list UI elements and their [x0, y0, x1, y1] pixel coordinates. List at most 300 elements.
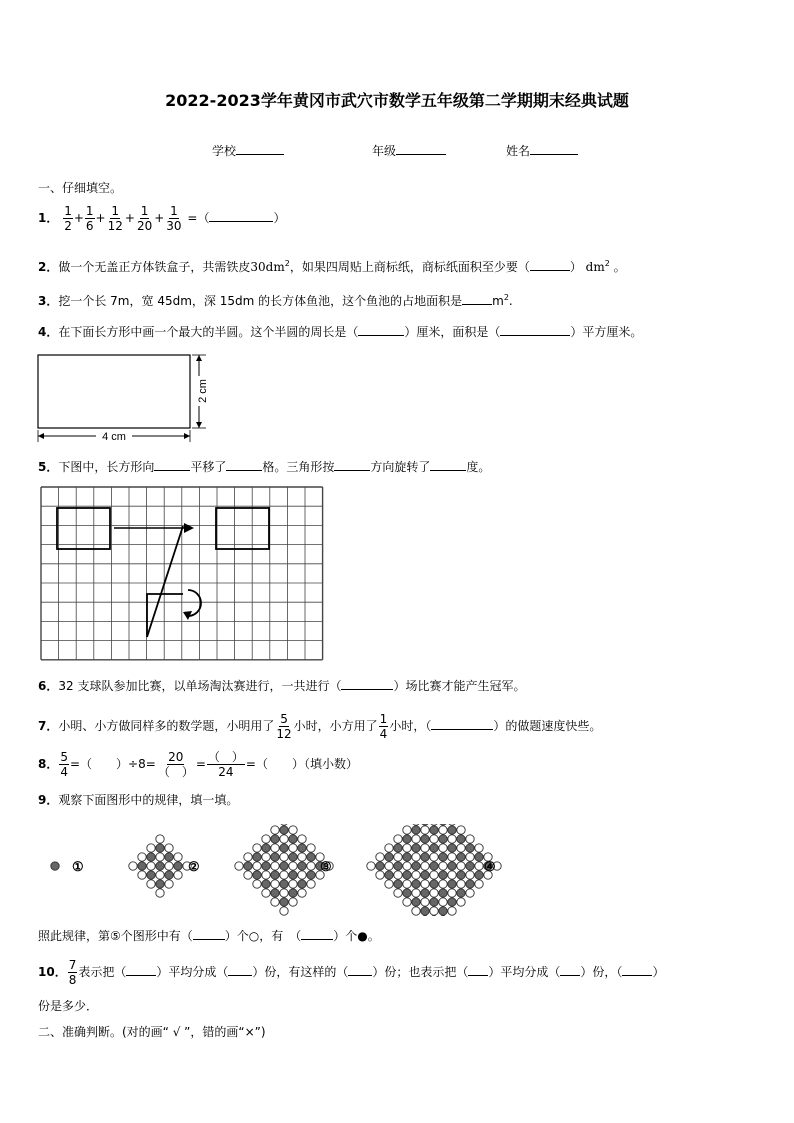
- hollow-dot: [138, 853, 146, 861]
- question-text: 度。: [466, 460, 491, 474]
- denominator: 6: [85, 219, 94, 233]
- arrow-down-icon: [196, 422, 202, 428]
- filled-dot: [439, 871, 447, 879]
- arrow-up-icon: [196, 355, 202, 361]
- hollow-dot: [412, 853, 420, 861]
- filled-dot: [421, 889, 429, 897]
- filled-dot: [457, 835, 465, 843]
- denominator: （ ）: [157, 765, 194, 779]
- grade-label: 年级: [372, 144, 397, 158]
- denominator: 4: [60, 765, 68, 779]
- hollow-dot: [298, 853, 306, 861]
- filled-dot: [385, 853, 393, 861]
- hollow-dot: [376, 871, 384, 879]
- filled-dot: [271, 889, 279, 897]
- question-1: [38, 204, 285, 233]
- hollow-dot: [271, 826, 279, 834]
- fraction: [165, 204, 182, 233]
- hollow-dot: [457, 880, 465, 888]
- hollow-dot: [412, 907, 420, 915]
- filled-dot: [412, 880, 420, 888]
- filled-dot: [421, 871, 429, 879]
- section-1-heading: 一、仔细填空。: [38, 181, 123, 195]
- filled-dot: [475, 871, 483, 879]
- filled-dot: [394, 880, 402, 888]
- hollow-dot: [421, 844, 429, 852]
- width-label: 4 cm: [102, 431, 126, 443]
- hollow-dot: [156, 871, 164, 879]
- question-6: [38, 677, 525, 694]
- figure-label-4: ④: [484, 859, 496, 874]
- hollow-dot: [385, 844, 393, 852]
- hollow-dot: [403, 826, 411, 834]
- name-label: 姓名: [506, 144, 531, 158]
- answer-blank[interactable]: [209, 209, 273, 222]
- filled-dot: [421, 853, 429, 861]
- grade-field: [372, 142, 446, 159]
- numerator: 1: [170, 204, 178, 218]
- filled-dot: [253, 871, 261, 879]
- filled-dot: [271, 871, 279, 879]
- question-text: ）: [569, 260, 582, 274]
- answer-blank[interactable]: [530, 258, 570, 271]
- hollow-dot: [156, 835, 164, 843]
- numerator: 1: [379, 712, 388, 726]
- filled-dot: [448, 826, 456, 834]
- filled-dot: [289, 871, 297, 879]
- triangle-hypotenuse: [147, 526, 183, 637]
- hollow-dot: [385, 862, 393, 870]
- question-text: ）平均分成（: [156, 965, 229, 979]
- numerator: 5: [60, 750, 68, 764]
- grade-blank[interactable]: [396, 142, 446, 155]
- fraction: [59, 750, 69, 779]
- hollow-dot: [421, 862, 429, 870]
- exponent: 2: [284, 259, 290, 268]
- filled-dot: [271, 835, 279, 843]
- answer-blank[interactable]: [348, 963, 372, 976]
- answer-blank[interactable]: [500, 323, 570, 336]
- hollow-dot: [147, 880, 155, 888]
- filled-dot: [439, 889, 447, 897]
- question-10: [38, 958, 664, 987]
- hollow-dot: [430, 853, 438, 861]
- hollow-dot: [271, 880, 279, 888]
- plus-sign: +: [95, 211, 106, 225]
- question-text: .: [508, 294, 513, 308]
- fraction: [157, 750, 195, 779]
- answer-blank[interactable]: [622, 963, 652, 976]
- answer-blank[interactable]: [154, 458, 190, 471]
- hollow-dot: [271, 862, 279, 870]
- question-text: ）的做题速度快些。: [493, 719, 602, 733]
- question-text: 小时，（: [389, 719, 432, 733]
- filled-dot: [174, 862, 182, 870]
- hollow-dot: [457, 826, 465, 834]
- hollow-dot: [307, 844, 315, 852]
- denominator: 20: [136, 219, 153, 233]
- filled-dot: [439, 853, 447, 861]
- hollow-dot: [439, 844, 447, 852]
- rectangle-figure: [34, 350, 214, 445]
- hollow-dot: [466, 871, 474, 879]
- question-text: ）个●。: [333, 929, 380, 943]
- filled-dot: [156, 862, 164, 870]
- denominator: 12: [276, 727, 292, 741]
- numerator: 1: [85, 204, 94, 218]
- denominator: 4: [379, 727, 388, 741]
- hollow-dot: [262, 889, 270, 897]
- hollow-dot: [475, 862, 483, 870]
- filled-dot: [448, 844, 456, 852]
- question-text: 做一个无盖正方体铁盒子，共需铁皮: [58, 260, 251, 274]
- area-value: 30dm: [250, 260, 285, 274]
- dot-pattern-figures: [38, 824, 518, 916]
- question-text: ）平方厘米。: [570, 325, 643, 339]
- arrow-right-icon: [184, 433, 190, 439]
- answer-blank[interactable]: [560, 963, 580, 976]
- filled-dot: [262, 862, 270, 870]
- filled-dot: [51, 862, 59, 870]
- question-text: 下图中，长方形向: [58, 460, 155, 474]
- hollow-dot: [165, 844, 173, 852]
- filled-dot: [466, 862, 474, 870]
- filled-dot: [298, 862, 306, 870]
- hollow-dot: [466, 835, 474, 843]
- hollow-dot: [394, 889, 402, 897]
- question-10-line-2: 份是多少．: [38, 999, 99, 1013]
- denominator: 24: [218, 765, 234, 779]
- question-text: ）: [652, 965, 665, 979]
- filled-dot: [307, 871, 315, 879]
- fraction: [379, 712, 389, 741]
- fraction: [107, 204, 124, 233]
- question-number: 5．: [38, 460, 59, 474]
- hollow-dot: [298, 871, 306, 879]
- name-blank[interactable]: [530, 142, 578, 155]
- hollow-dot: [439, 880, 447, 888]
- filled-dot: [448, 862, 456, 870]
- hollow-dot: [271, 844, 279, 852]
- answer-blank[interactable]: [126, 963, 156, 976]
- arrow-right-icon: [184, 523, 194, 533]
- transformation-grid: [38, 484, 328, 664]
- hollow-dot: [289, 844, 297, 852]
- question-9-follow-up: [38, 927, 380, 944]
- hollow-dot: [367, 862, 375, 870]
- question-text: ）个○，有 （: [224, 929, 302, 943]
- filled-dot: [412, 862, 420, 870]
- hollow-dot: [448, 889, 456, 897]
- hollow-dot: [262, 835, 270, 843]
- answer-blank[interactable]: [341, 677, 393, 690]
- hollow-dot: [439, 862, 447, 870]
- section-2-heading: 二、准确判断。(对的画“ √ ”，错的画“×”): [38, 1025, 266, 1039]
- triangle-legs: [147, 594, 183, 637]
- exponent: 2: [604, 259, 610, 268]
- hollow-dot: [430, 889, 438, 897]
- filled-dot: [412, 826, 420, 834]
- unit: dm: [585, 260, 605, 274]
- hollow-dot: [475, 880, 483, 888]
- dots-layer: [51, 824, 501, 916]
- hollow-dot: [262, 853, 270, 861]
- filled-dot: [298, 880, 306, 888]
- hollow-dot: [457, 844, 465, 852]
- question-number: 6．: [38, 679, 59, 693]
- name-field: [506, 142, 578, 159]
- hollow-dot: [253, 844, 261, 852]
- filled-dot: [412, 844, 420, 852]
- hollow-dot: [298, 835, 306, 843]
- question-text: ，如果四周贴上商标纸，商标纸面积至少要（: [289, 260, 530, 274]
- denominator: 2: [64, 219, 72, 233]
- hollow-dot: [448, 871, 456, 879]
- filled-dot: [280, 898, 288, 906]
- hollow-dot: [174, 871, 182, 879]
- hollow-dot: [394, 871, 402, 879]
- unit: m: [492, 294, 504, 308]
- numerator: 1: [64, 204, 72, 218]
- question-text: 。: [613, 260, 626, 274]
- denominator: 8: [68, 973, 77, 987]
- question-text: ）份；也表示把（: [372, 965, 469, 979]
- rectangle-translated: [216, 508, 269, 549]
- answer-blank[interactable]: [193, 927, 225, 940]
- question-4: [38, 323, 642, 340]
- numerator: 5: [280, 712, 288, 726]
- hollow-dot: [457, 898, 465, 906]
- question-5: [38, 458, 490, 475]
- figure-label-2: ②: [188, 859, 200, 874]
- question-text: 格。三角形按: [262, 460, 335, 474]
- filled-dot: [262, 880, 270, 888]
- answer-blank[interactable]: [226, 458, 262, 471]
- question-text: ）份，（: [580, 965, 623, 979]
- hollow-dot: [430, 871, 438, 879]
- numerator: （ ）: [207, 750, 244, 764]
- filled-dot: [394, 862, 402, 870]
- filled-dot: [439, 824, 447, 825]
- hollow-dot: [412, 835, 420, 843]
- hollow-dot: [165, 862, 173, 870]
- hollow-dot: [129, 862, 137, 870]
- filled-dot: [307, 853, 315, 861]
- hollow-dot: [244, 871, 252, 879]
- filled-dot: [430, 862, 438, 870]
- filled-dot: [253, 853, 261, 861]
- figure-label-1: ①: [72, 859, 84, 874]
- hollow-dot: [403, 862, 411, 870]
- filled-dot: [466, 880, 474, 888]
- filled-dot: [448, 880, 456, 888]
- question-number: 4．: [38, 325, 59, 339]
- hollow-dot: [244, 853, 252, 861]
- filled-dot: [262, 844, 270, 852]
- filled-dot: [403, 871, 411, 879]
- question-2: [38, 256, 626, 275]
- filled-dot: [280, 880, 288, 888]
- hollow-dot: [156, 889, 164, 897]
- hollow-dot: [421, 826, 429, 834]
- numerator: 7: [68, 958, 77, 972]
- numerator: 1: [140, 204, 149, 218]
- plus-sign: +: [124, 211, 135, 225]
- question-text: 32 支球队参加比赛，以单场淘汰赛进行，一共进行（: [58, 679, 342, 693]
- filled-dot: [147, 853, 155, 861]
- rectangle: [38, 355, 190, 428]
- hollow-dot: [394, 835, 402, 843]
- filled-dot: [394, 844, 402, 852]
- question-text: 观察下面图形中的规律，填一填。: [58, 793, 239, 807]
- fraction: [68, 958, 78, 987]
- question-text: ）场比赛才能产生冠军。: [393, 679, 526, 693]
- question-number: 7．: [38, 719, 59, 733]
- question-number: 3．: [38, 294, 59, 308]
- fraction: [85, 204, 95, 233]
- question-number: 1．: [38, 211, 59, 225]
- hollow-dot: [307, 862, 315, 870]
- grid-lines: [41, 487, 323, 660]
- hollow-dot: [253, 880, 261, 888]
- numerator: 1: [111, 204, 120, 218]
- filled-dot: [421, 824, 429, 825]
- question-text: ）平均分成（: [488, 965, 561, 979]
- filled-dot: [457, 853, 465, 861]
- question-number: 9．: [38, 793, 59, 807]
- filled-dot: [475, 853, 483, 861]
- equals-sign: =（: [187, 211, 210, 225]
- filled-dot: [244, 862, 252, 870]
- arrow-left-icon: [38, 433, 44, 439]
- hollow-dot: [235, 862, 243, 870]
- filled-dot: [421, 835, 429, 843]
- hollow-dot: [430, 907, 438, 915]
- school-blank[interactable]: [236, 142, 284, 155]
- hollow-dot: [280, 835, 288, 843]
- hollow-dot: [165, 880, 173, 888]
- figure-five-label: ⑤: [110, 929, 121, 943]
- hollow-dot: [448, 835, 456, 843]
- question-7: [38, 712, 601, 741]
- filled-dot: [430, 844, 438, 852]
- question-number: 10．: [38, 965, 67, 979]
- question-text: 小时，小方用了: [293, 719, 378, 733]
- filled-dot: [147, 871, 155, 879]
- filled-dot: [457, 889, 465, 897]
- question-text: ）厘米，面积是（: [404, 325, 501, 339]
- hollow-dot: [289, 898, 297, 906]
- hollow-dot: [385, 880, 393, 888]
- hollow-dot: [403, 844, 411, 852]
- figure-label-3: ③: [320, 859, 332, 874]
- filled-dot: [138, 862, 146, 870]
- filled-dot: [156, 844, 164, 852]
- filled-dot: [289, 889, 297, 897]
- hollow-dot: [475, 844, 483, 852]
- hollow-dot: [421, 880, 429, 888]
- answer-blank[interactable]: [301, 927, 333, 940]
- rectangle-original: [57, 508, 110, 549]
- fraction: [207, 750, 245, 779]
- question-text: 小明、小方做同样多的数学题，小明用了: [58, 719, 275, 733]
- filled-dot: [421, 907, 429, 915]
- denominator: 12: [107, 219, 123, 233]
- plus-sign: +: [73, 211, 84, 225]
- hollow-dot: [280, 871, 288, 879]
- hollow-dot: [289, 826, 297, 834]
- filled-dot: [430, 880, 438, 888]
- hollow-dot: [457, 862, 465, 870]
- hollow-dot: [376, 853, 384, 861]
- answer-blank[interactable]: [462, 292, 492, 305]
- fraction: [275, 712, 292, 741]
- hollow-dot: [280, 824, 288, 825]
- filled-dot: [430, 826, 438, 834]
- question-text: 平移了: [190, 460, 227, 474]
- hollow-dot: [289, 880, 297, 888]
- hollow-dot: [289, 862, 297, 870]
- question-text: 挖一个长 7m，宽 45dm，深 15dm 的长方体鱼池，这个鱼池的占地面积是: [58, 294, 463, 308]
- filled-dot: [430, 898, 438, 906]
- question-text: 照此规律，第: [38, 929, 111, 943]
- hollow-dot: [466, 889, 474, 897]
- question-number: 2．: [38, 260, 59, 274]
- filled-dot: [457, 871, 465, 879]
- filled-dot: [280, 862, 288, 870]
- hollow-dot: [448, 853, 456, 861]
- paren-close: ）: [273, 211, 286, 225]
- filled-dot: [439, 835, 447, 843]
- question-8: [38, 750, 358, 779]
- answer-blank[interactable]: [468, 963, 488, 976]
- hollow-dot: [253, 862, 261, 870]
- answer-blank[interactable]: [431, 717, 493, 730]
- hollow-dot: [403, 898, 411, 906]
- hollow-dot: [430, 835, 438, 843]
- hollow-dot: [403, 880, 411, 888]
- answer-blank[interactable]: [334, 458, 370, 471]
- exponent: 2: [503, 293, 509, 302]
- filled-dot: [165, 871, 173, 879]
- school-label: 学校: [212, 144, 237, 158]
- hollow-dot: [421, 898, 429, 906]
- school-field: [212, 142, 284, 159]
- equals-sign: =: [195, 757, 206, 771]
- answer-blank[interactable]: [430, 458, 466, 471]
- question-text: =（ ）÷8=: [70, 757, 156, 771]
- filled-dot: [156, 880, 164, 888]
- hollow-dot: [174, 853, 182, 861]
- question-text: 个图形中有（: [120, 929, 193, 943]
- fraction: [136, 204, 153, 233]
- hollow-dot: [448, 907, 456, 915]
- answer-blank[interactable]: [228, 963, 252, 976]
- filled-dot: [385, 871, 393, 879]
- question-text: 方向旋转了: [370, 460, 431, 474]
- filled-dot: [466, 844, 474, 852]
- hollow-dot: [280, 853, 288, 861]
- hollow-dot: [147, 844, 155, 852]
- hollow-dot: [394, 853, 402, 861]
- fraction: [63, 204, 73, 233]
- hollow-dot: [412, 889, 420, 897]
- answer-blank[interactable]: [358, 323, 404, 336]
- hollow-dot: [280, 889, 288, 897]
- hollow-dot: [448, 824, 456, 825]
- hollow-dot: [280, 907, 288, 915]
- hollow-dot: [271, 898, 279, 906]
